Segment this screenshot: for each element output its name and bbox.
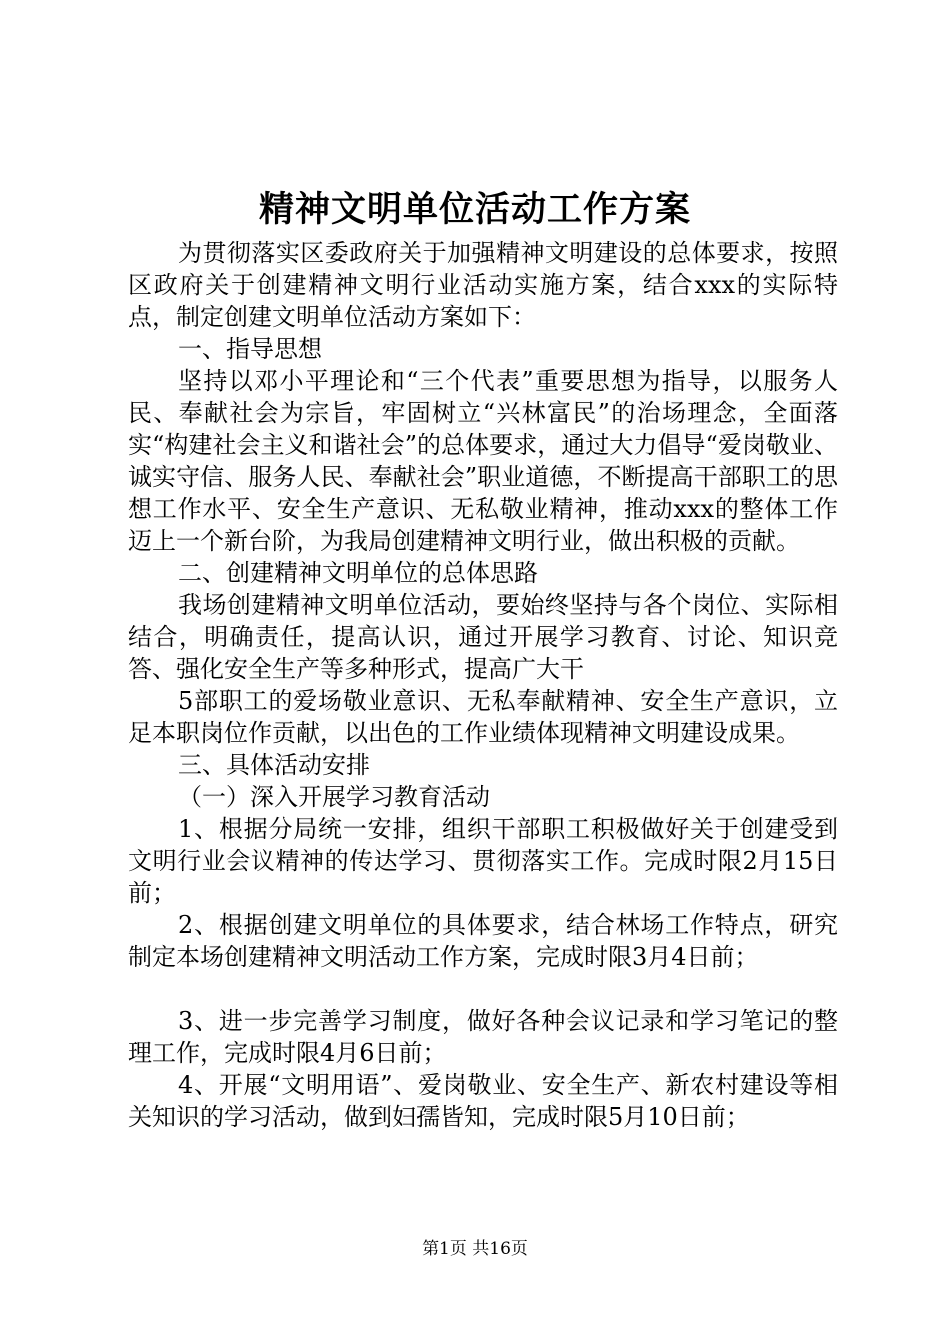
section-heading-1: 一、指导思想 [178,335,322,363]
intro-paragraph: 为贯彻落实区委政府关于加强精神文明建设的总体要求，按照区政府关于创建精神文明行业活动实施方案，结合xxx的实际特点，制定创建文明单位活动方案如下： [128,239,838,331]
page-number-footer: 第1页 共16页 [422,1239,528,1259]
list-item-3: 3、进一步完善学习制度，做好各种会议记录和学习笔记的整理工作，完成时限4月6日前； [128,1007,838,1067]
list-item-2: 2、根据创建文明单位的具体要求，结合林场工作特点，研究制定本场创建精神文明活动工作方案，完成时限3月4日前； [128,911,838,971]
document-body [128,237,838,1133]
blank-line [128,973,838,1005]
section-heading-3: 三、具体活动安排 [178,751,370,779]
section-heading-2: 二、创建精神文明单位的总体思路 [178,559,538,587]
list-item-1: 1、根据分局统一安排，组织干部职工积极做好关于创建受到文明行业会议精神的传达学习、贯彻落实工作。完成时限2月15日前； [128,815,838,907]
document-title: 精神文明单位活动工作方案 [258,189,691,230]
overall-approach-continued: 5部职工的爱场敬业意识、无私奉献精神、安全生产意识，立足本职岗位作贡献，以出色的工作业绩体现精神文明建设成果。 [128,687,838,747]
subsection-heading-1: （一）深入开展学习教育活动 [178,783,490,811]
overall-approach-paragraph: 我场创建精神文明单位活动，要始终坚持与各个岗位、实际相结合，明确责任，提高认识，通过开展学习教育、讨论、知识竞答、强化安全生产等多种形式，提高广大干 [128,591,838,683]
guiding-ideology-paragraph: 坚持以邓小平理论和“三个代表”重要思想为指导，以服务人民、奉献社会为宗旨，牢固树立“兴林富民”的治场理念，全面落实“构建社会主义和谐社会”的总体要求，通过大力倡导“爱岗敬业、诚实守信、服务人民、奉献社会”职业道德，不断提高干部职工的思想工作水平、安全生产意识、无私敬业精神，推动xxx的整体工作迈上一个新台阶，为我局创建精神文明行业，做出积极的贡献。 [128,367,838,555]
list-item-4: 4、开展“文明用语”、爱岗敬业、安全生产、新农村建设等相关知识的学习活动，做到妇孺皆知，完成时限5月10日前； [128,1071,838,1131]
